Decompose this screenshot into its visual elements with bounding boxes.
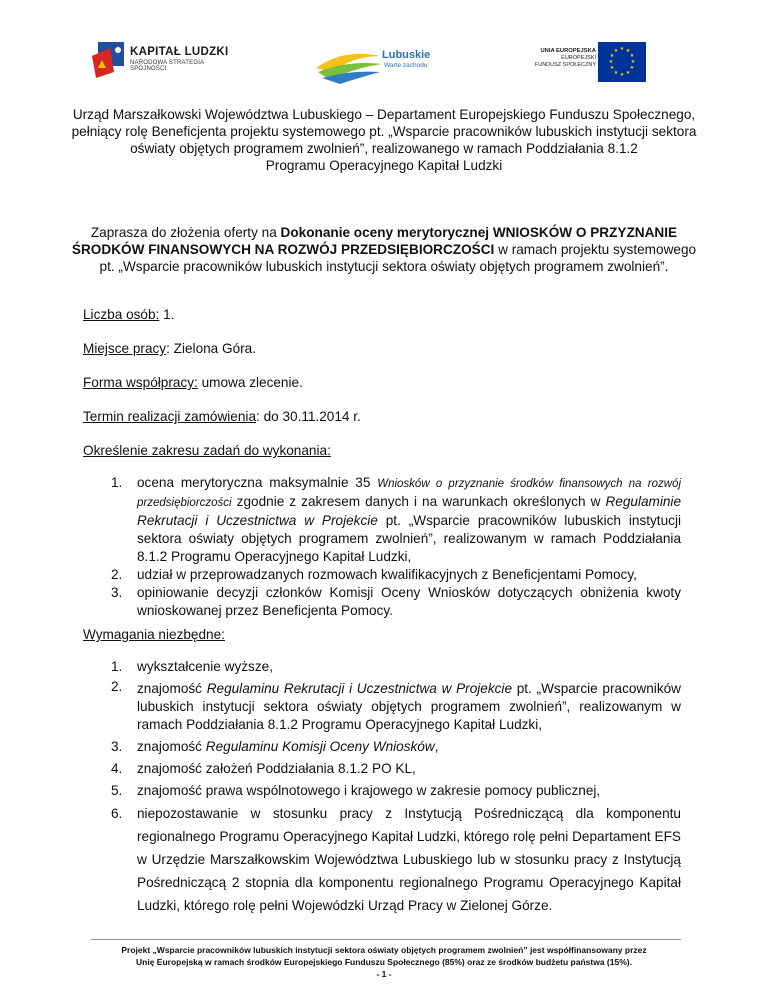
requirement-text: znajomość założeń Poddziałania 8.1.2 PO KL, — [137, 761, 416, 776]
svg-text:★: ★ — [625, 70, 631, 76]
invite-bold2: ŚRODKÓW FINANSOWYCH NA ROZWÓJ PRZEDSIĘBIORCZOŚCI — [71, 242, 495, 257]
svg-text:★: ★ — [625, 48, 631, 54]
invite-line2 — [60, 241, 708, 258]
svg-text:★: ★ — [629, 53, 635, 59]
scope-label: Określenie zakresu zadań do wykonania: — [83, 443, 331, 458]
scope-text: opiniowanie decyzji członków Komisji Oceny Wniosków dotyczących obniżenia kwoty wnioskowanej przez Beneficjenta Pomocy. — [137, 585, 681, 618]
list-number: 4. — [111, 761, 123, 776]
eu-line3: FUNDUSZ SPOŁECZNY — [534, 62, 596, 68]
eu-text — [535, 48, 596, 69]
invite-pre: Zaprasza do złożenia oferty na — [90, 225, 281, 240]
requirement-text: , — [434, 739, 439, 754]
eu-line1: UNIA EUROPEJSKA — [540, 48, 596, 54]
footer-line1: Projekt „Wsparcie pracowników lubuskich instytucji sektora oświaty objętych programem zwolnień” jest współfinansowany przez — [121, 945, 647, 955]
lubuskie-tagline: Warte zachodu — [384, 62, 428, 69]
kapital-ludzki-emblem-icon — [92, 38, 128, 84]
scope-list — [111, 474, 681, 620]
svg-text:★: ★ — [619, 46, 625, 52]
intro-line: oświaty objętych programem zwolnień”, realizowanego w ramach Poddziałania 8.1.2 — [130, 141, 638, 156]
kapital-ludzki-title: KAPITAŁ LUDZKI — [130, 46, 229, 58]
lubuskie-name: Lubuskie — [382, 49, 431, 61]
list-item — [111, 474, 681, 566]
intro-line: Programu Operacyjnego Kapitał Ludzki — [265, 158, 503, 173]
place-field — [83, 340, 683, 357]
scope-text: pt. „Wsparcie pracowników lubuskich instytucji sektora oświaty objętych programem zwolnień”, realizowanym w ramach Poddziałania 8.1.2 Programu Operacyjnego Kapitał Ludzki, — [137, 513, 681, 564]
eu-logo — [516, 42, 646, 86]
requirement-text: niepozostawanie w stosunku pracy z Instytucją Pośredniczącą dla komponentu regionalnego Programu Operacyjnego Kapitał Ludzki, którego rolę pełni Departament EFS w Urzędzie Marszałkowskim Województwa Lubuskiego lub w stosunku pracy z Instytucją Pośredniczącą 2 stopnia dla komponentu regionalnego Programu Operacyjnego Kapitał Ludzki, którego rolę pełni Wojewódzki Urząd Pracy w Zielonej Górze. — [137, 806, 681, 913]
requirements-label: Wymagania niezbędne: — [83, 627, 225, 642]
footer-line2: Unię Europejską w ramach środków Europejskiego Funduszu Społecznego (85%) oraz ze środków budżetu państwa (15%). — [136, 957, 632, 967]
requirement-text: znajomość — [137, 739, 206, 754]
intro-line: pełniący rolę Beneficjenta projektu systemowego pt. „Wsparcie pracowników lubuskich instytucji sektora — [71, 124, 697, 139]
list-number: 2. — [111, 679, 123, 694]
list-number: 1. — [111, 659, 123, 674]
list-number: 1. — [111, 475, 123, 490]
persons-label: Liczba osób: — [83, 307, 160, 322]
requirements-list — [111, 656, 681, 917]
intro-line: Urząd Marszałkowski Województwa Lubuskiego – Departament Europejskiego Funduszu Społecznego, — [72, 107, 696, 122]
requirement-text: znajomość prawa wspólnotowego i krajowego w zakresie pomocy publicznej, — [137, 783, 601, 798]
persons-value: 1. — [159, 307, 175, 322]
list-item — [111, 780, 681, 802]
deadline-field — [83, 408, 683, 425]
list-item — [111, 584, 681, 620]
logo-bar — [0, 38, 768, 94]
page-number: - 1 - — [376, 969, 392, 979]
invite-bold1: Dokonanie oceny merytorycznej WNIOSKÓW O PRZYZNANIE — [280, 225, 678, 240]
scope-text: ocena merytoryczna maksymalnie 35 — [137, 475, 378, 490]
footer — [80, 944, 688, 980]
svg-text:★: ★ — [629, 65, 635, 71]
list-item — [111, 656, 681, 678]
invite-line1 — [60, 224, 708, 241]
requirements-heading — [83, 626, 683, 643]
svg-text:★: ★ — [609, 53, 615, 59]
persons-field — [83, 306, 683, 323]
kapital-ludzki-subtitle: NARODOWA STRATEGIA SPÓJNOŚCI — [130, 60, 204, 72]
footer-divider — [91, 939, 681, 940]
list-number: 3. — [111, 585, 123, 600]
form-value: umowa zlecenie. — [197, 375, 303, 390]
list-item — [111, 678, 681, 736]
place-label: Miejsce pracy — [83, 341, 167, 356]
svg-text:★: ★ — [613, 70, 619, 76]
form-field — [83, 374, 683, 391]
list-number: 3. — [111, 739, 123, 754]
requirement-italic: Regulaminu Komisji Oceny Wniosków — [205, 739, 435, 754]
list-item — [111, 758, 681, 780]
scope-text: udział w przeprowadzanych rozmowach kwalifikacyjnych z Beneficjentami Pomocy, — [137, 567, 637, 582]
scope-text: zgodnie z zakresem danych i na warunkach określonych w — [231, 494, 606, 509]
list-number: 5. — [111, 783, 123, 798]
scope-italic: Regulaminie Rekrutacji i Uczestnictwa w Projekcie — [137, 494, 681, 528]
deadline-value: : do 30.11.2014 r. — [256, 409, 361, 424]
list-number: 2. — [111, 567, 123, 582]
svg-text:★: ★ — [609, 65, 615, 71]
requirement-text: znajomość — [137, 681, 207, 696]
eu-flag-icon — [598, 42, 646, 82]
place-value: : Zielona Góra. — [166, 341, 257, 356]
list-number: 6. — [111, 806, 123, 821]
deadline-label: Termin realizacji zamówienia — [83, 409, 257, 424]
list-item — [111, 566, 681, 584]
lubuskie-swoosh-icon — [314, 42, 384, 86]
list-item — [111, 736, 681, 758]
svg-text:★: ★ — [619, 72, 625, 78]
invitation-paragraph — [60, 224, 708, 275]
requirement-italic: Regulaminu Rekrutacji i Uczestnictwa w Projekcie — [206, 681, 513, 696]
list-item — [111, 802, 681, 917]
kapital-ludzki-logo — [92, 38, 242, 86]
requirement-text: pt. „Wsparcie pracowników lubuskich instytucji sektora oświaty objętych programem zwolnień”, realizowanym w ramach Poddziałania 8.1.2 Programu Operacyjnego Kapitał Ludzki, — [137, 681, 681, 732]
invite-post: w ramach projektu systemowego — [494, 242, 697, 257]
requirement-text: wykształcenie wyższe, — [137, 659, 273, 674]
eu-line2: EUROPEJSKI — [561, 55, 596, 61]
intro-paragraph — [60, 106, 708, 174]
form-label: Forma współpracy: — [83, 375, 198, 390]
invite-line3: pt. „Wsparcie pracowników lubuskich instytucji sektora oświaty objętych programem zwolnień”. — [99, 259, 669, 274]
lubuskie-logo — [314, 42, 440, 90]
scope-italic: Wniosków o przyznanie środków finansowych na rozwój przedsiębiorczości — [137, 478, 681, 509]
svg-text:★: ★ — [608, 59, 614, 65]
svg-text:★: ★ — [613, 48, 619, 54]
scope-heading — [83, 442, 683, 459]
svg-text:★: ★ — [630, 59, 636, 65]
